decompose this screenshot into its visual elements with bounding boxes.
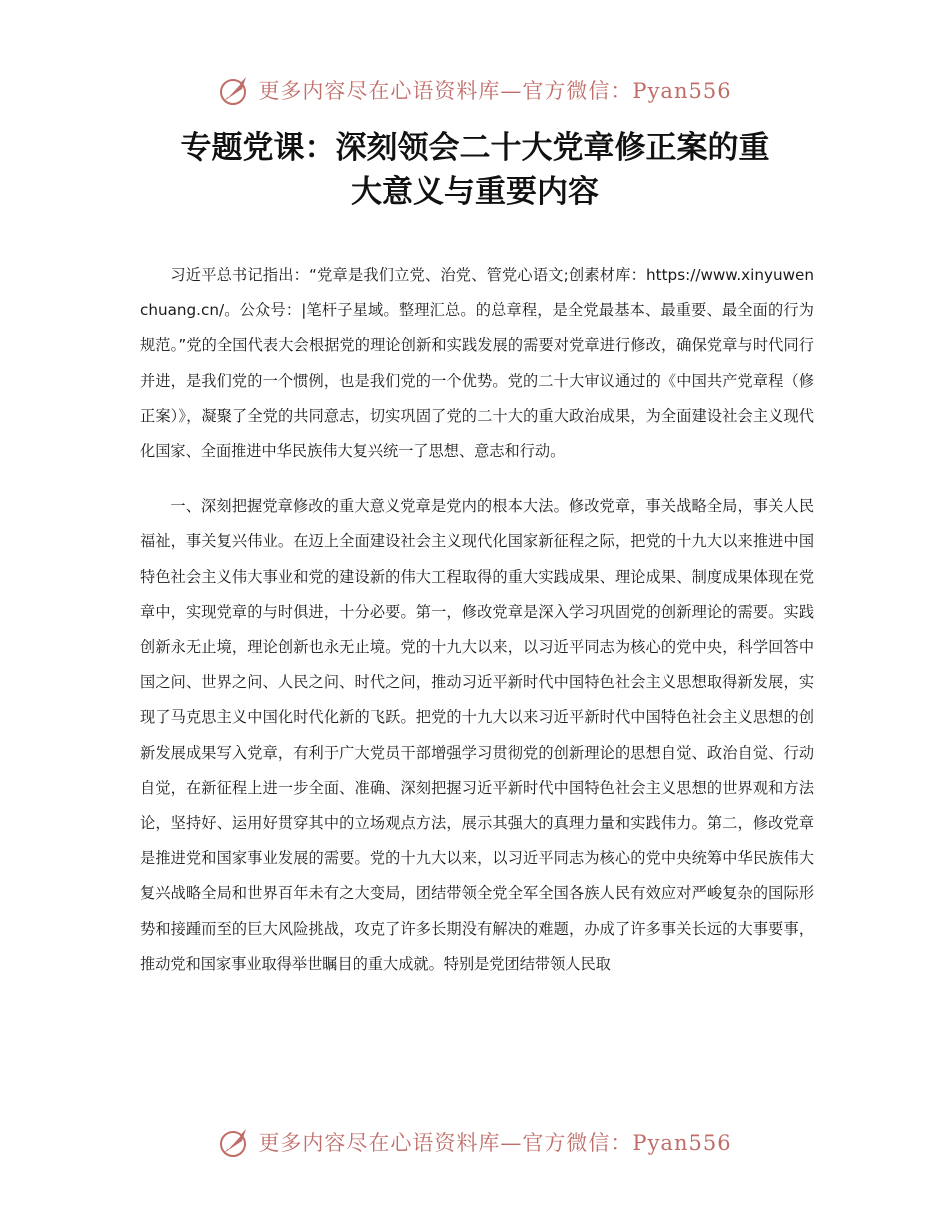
quill-logo-icon [218, 1125, 252, 1159]
watermark-text: 更多内容尽在心语资料库—官方微信：Pyan556 [258, 79, 732, 103]
title-line-1: 专题党课：深刻领会二十大党章修正案的重 [180, 130, 770, 166]
watermark-top [0, 70, 950, 110]
watermark-bottom [0, 1122, 950, 1162]
document-body [140, 258, 814, 1002]
paragraph-intro: 习近平总书记指出：“党章是我们立党、治党、管党心语文;创素材库：https://www.xinyuwenchuang.cn/。公众号：|笔杆子星域。整理汇总。的总章程，是全党最基本、最重要、最全面的行为规范。”党的全国代表大会根据党的理论创新和实践发展的需要对党章进行修改，确保党章与时代同行并进，是我们党的一个惯例，也是我们党的一个优势。党的二十大审议通过的《中国共产党章程（修正案）》，凝聚了全党的共同意志，切实巩固了党的二十大的重大政治成果，为全面建设社会主义现代化国家、全面推进中华民族伟大复兴统一了思想、意志和行动。 [140, 266, 814, 461]
page-title [120, 126, 830, 214]
title-line-2: 大意义与重要内容 [351, 174, 599, 210]
paragraph-section-1: 一、深刻把握党章修改的重大意义党章是党内的根本大法。修改党章，事关战略全局，事关人民福祉，事关复兴伟业。在迈上全面建设社会主义现代化国家新征程之际，把党的十九大以来推进中国特色社会主义伟大事业和党的建设新的伟大工程取得的重大实践成果、理论成果、制度成果体现在党章中，实现党章的与时俱进，十分必要。第一，修改党章是深入学习巩固党的创新理论的需要。实践创新永无止境，理论创新也永无止境。党的十九大以来，以习近平同志为核心的党中央，科学回答中国之问、世界之问、人民之问、时代之问，推动习近平新时代中国特色社会主义思想取得新发展，实现了马克思主义中国化时代化新的飞跃。把党的十九大以来习近平新时代中国特色社会主义思想的创新发展成果写入党章，有利于广大党员干部增强学习贯彻党的创新理论的思想自觉、政治自觉、行动自觉，在新征程上进一步全面、准确、深刻把握习近平新时代中国特色社会主义思想的世界观和方法论，坚持好、运用好贯穿其中的立场观点方法，展示其强大的真理力量和实践伟力。第二，修改党章是推进党和国家事业发展的需要。党的十九大以来，以习近平同志为核心的党中央统筹中华民族伟大复兴战略全局和世界百年未有之大变局，团结带领全党全军全国各族人民有效应对严峻复杂的国际形势和接踵而至的巨大风险挑战，攻克了许多长期没有解决的难题，办成了许多事关长远的大事要事，推动党和国家事业取得举世瞩目的重大成就。特别是党团结带领人民取 [140, 497, 814, 973]
quill-logo-icon [218, 73, 252, 107]
watermark-text: 更多内容尽在心语资料库—官方微信：Pyan556 [258, 1131, 732, 1155]
